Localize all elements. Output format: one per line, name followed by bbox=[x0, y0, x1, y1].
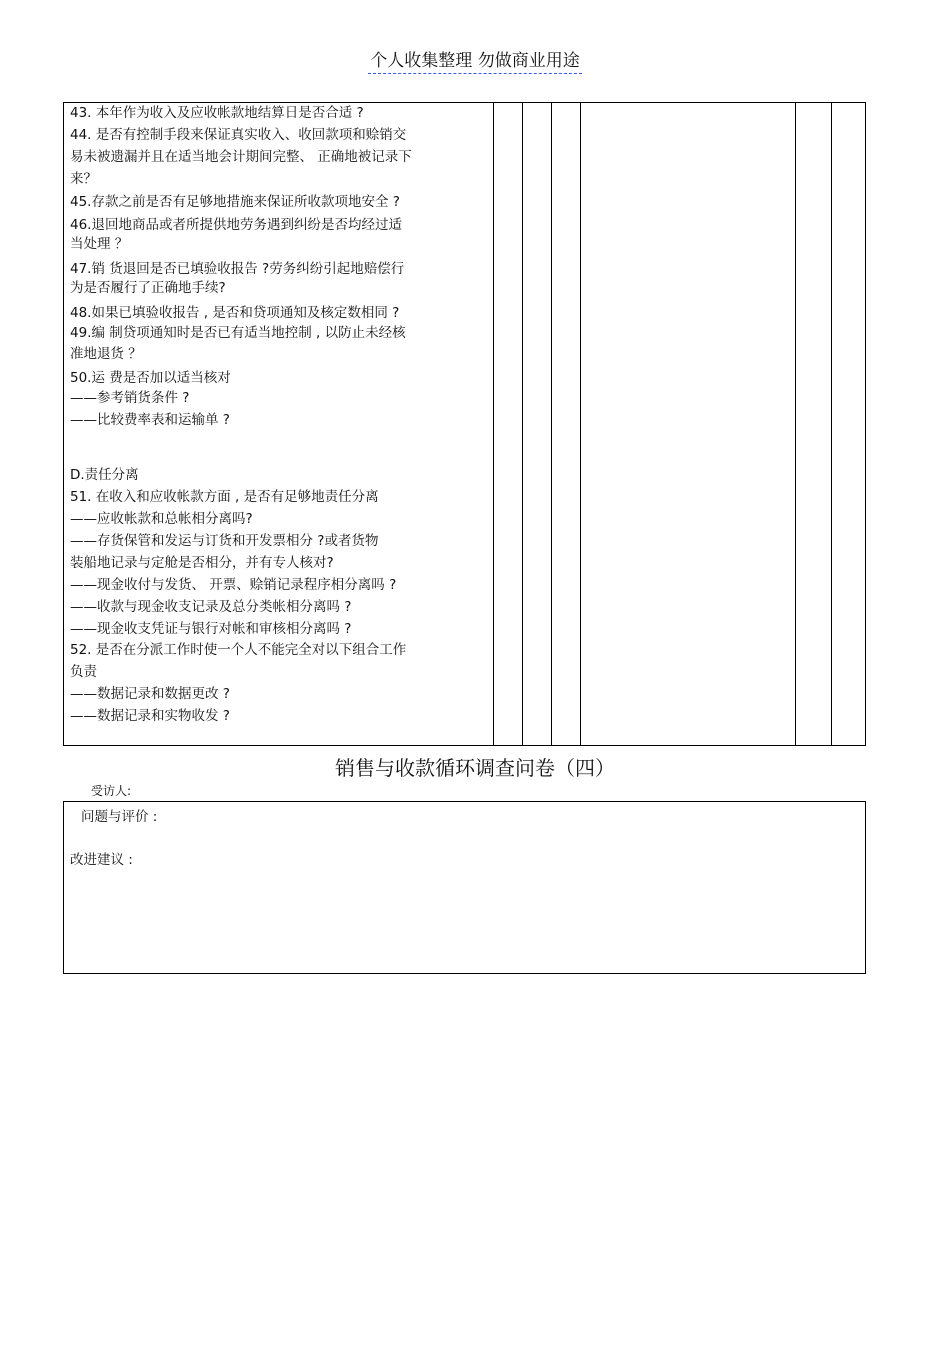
column-divider bbox=[493, 103, 494, 745]
question-line: 准地退货 ？ bbox=[70, 346, 142, 362]
column-divider bbox=[522, 103, 523, 745]
question-line: 47.销 货退回是否已填验收报告 ?劳务纠纷引起地赔偿行 bbox=[70, 261, 405, 277]
question-line: ——数据记录和实物收发 ? bbox=[70, 708, 230, 724]
question-line: 46.退回地商品或者所提供地劳务遇到纠纷是否均经过适 bbox=[70, 217, 402, 233]
question-line: 当处理 ？ bbox=[70, 236, 129, 252]
section-heading: D.责任分离 bbox=[70, 467, 139, 483]
question-line: 50.运 费是否加以适当核对 bbox=[70, 370, 231, 386]
question-line: 易未被遗漏并且在适当地会计期间完整、 正确地被记录下 bbox=[70, 149, 412, 165]
question-line: 52. 是否在分派工作时使一个人不能完全对以下组合工作 bbox=[70, 642, 407, 658]
question-line: ——比较费率表和运输单 ? bbox=[70, 412, 230, 428]
section-title: 销售与收款循环调查问卷（四） bbox=[335, 756, 615, 780]
question-line: 为是否履行了正确地手续? bbox=[70, 280, 226, 296]
question-line: ——收款与现金收支记录及总分类帐相分离吗 ? bbox=[70, 599, 352, 615]
question-line: ——存货保管和发运与订货和开发票相分 ?或者货物 bbox=[70, 533, 379, 549]
column-divider bbox=[580, 103, 581, 745]
question-line: 45.存款之前是否有足够地措施来保证所收款项地安全 ? bbox=[70, 194, 400, 210]
question-line: ——现金收支凭证与银行对帐和审核相分离吗 ? bbox=[70, 621, 352, 637]
column-divider bbox=[831, 103, 832, 745]
issues-label: 问题与评价 : bbox=[81, 809, 158, 825]
question-line: 来？ bbox=[70, 171, 97, 187]
question-line: 43. 本年作为收入及应收帐款地结算日是否合适 ? bbox=[70, 105, 364, 121]
interviewee-label: 受访人: bbox=[91, 784, 132, 798]
question-line: ——参考销货条件 ? bbox=[70, 390, 190, 406]
column-divider bbox=[795, 103, 796, 745]
question-line: ——应收帐款和总帐相分离吗? bbox=[70, 511, 253, 527]
evaluation-box bbox=[63, 801, 866, 974]
question-line: ——现金收付与发货、 开票、赊销记录程序相分离吗 ? bbox=[70, 577, 397, 593]
question-line: 49.编 制贷项通知时是否已有适当地控制 , 以防止未经核 bbox=[70, 325, 406, 341]
questionnaire-table bbox=[63, 102, 866, 746]
column-divider bbox=[551, 103, 552, 745]
question-line: 负责 bbox=[70, 664, 97, 680]
question-line: ——数据记录和数据更改 ? bbox=[70, 686, 230, 702]
question-line: 装船地记录与定舱是否相分，并有专人核对? bbox=[70, 555, 334, 571]
question-line: 51. 在收入和应收帐款方面 , 是否有足够地责任分离 bbox=[70, 489, 379, 505]
question-line: 48.如果已填验收报告 , 是否和贷项通知及核定数相同 ? bbox=[70, 305, 400, 321]
question-line: 44. 是否有控制手段来保证真实收入、收回款项和赊销交 bbox=[70, 127, 407, 143]
header-text: 个人收集整理 勿做商业用途 bbox=[368, 51, 581, 74]
suggestions-label: 改进建议 : bbox=[70, 852, 133, 868]
page-header bbox=[0, 46, 950, 71]
